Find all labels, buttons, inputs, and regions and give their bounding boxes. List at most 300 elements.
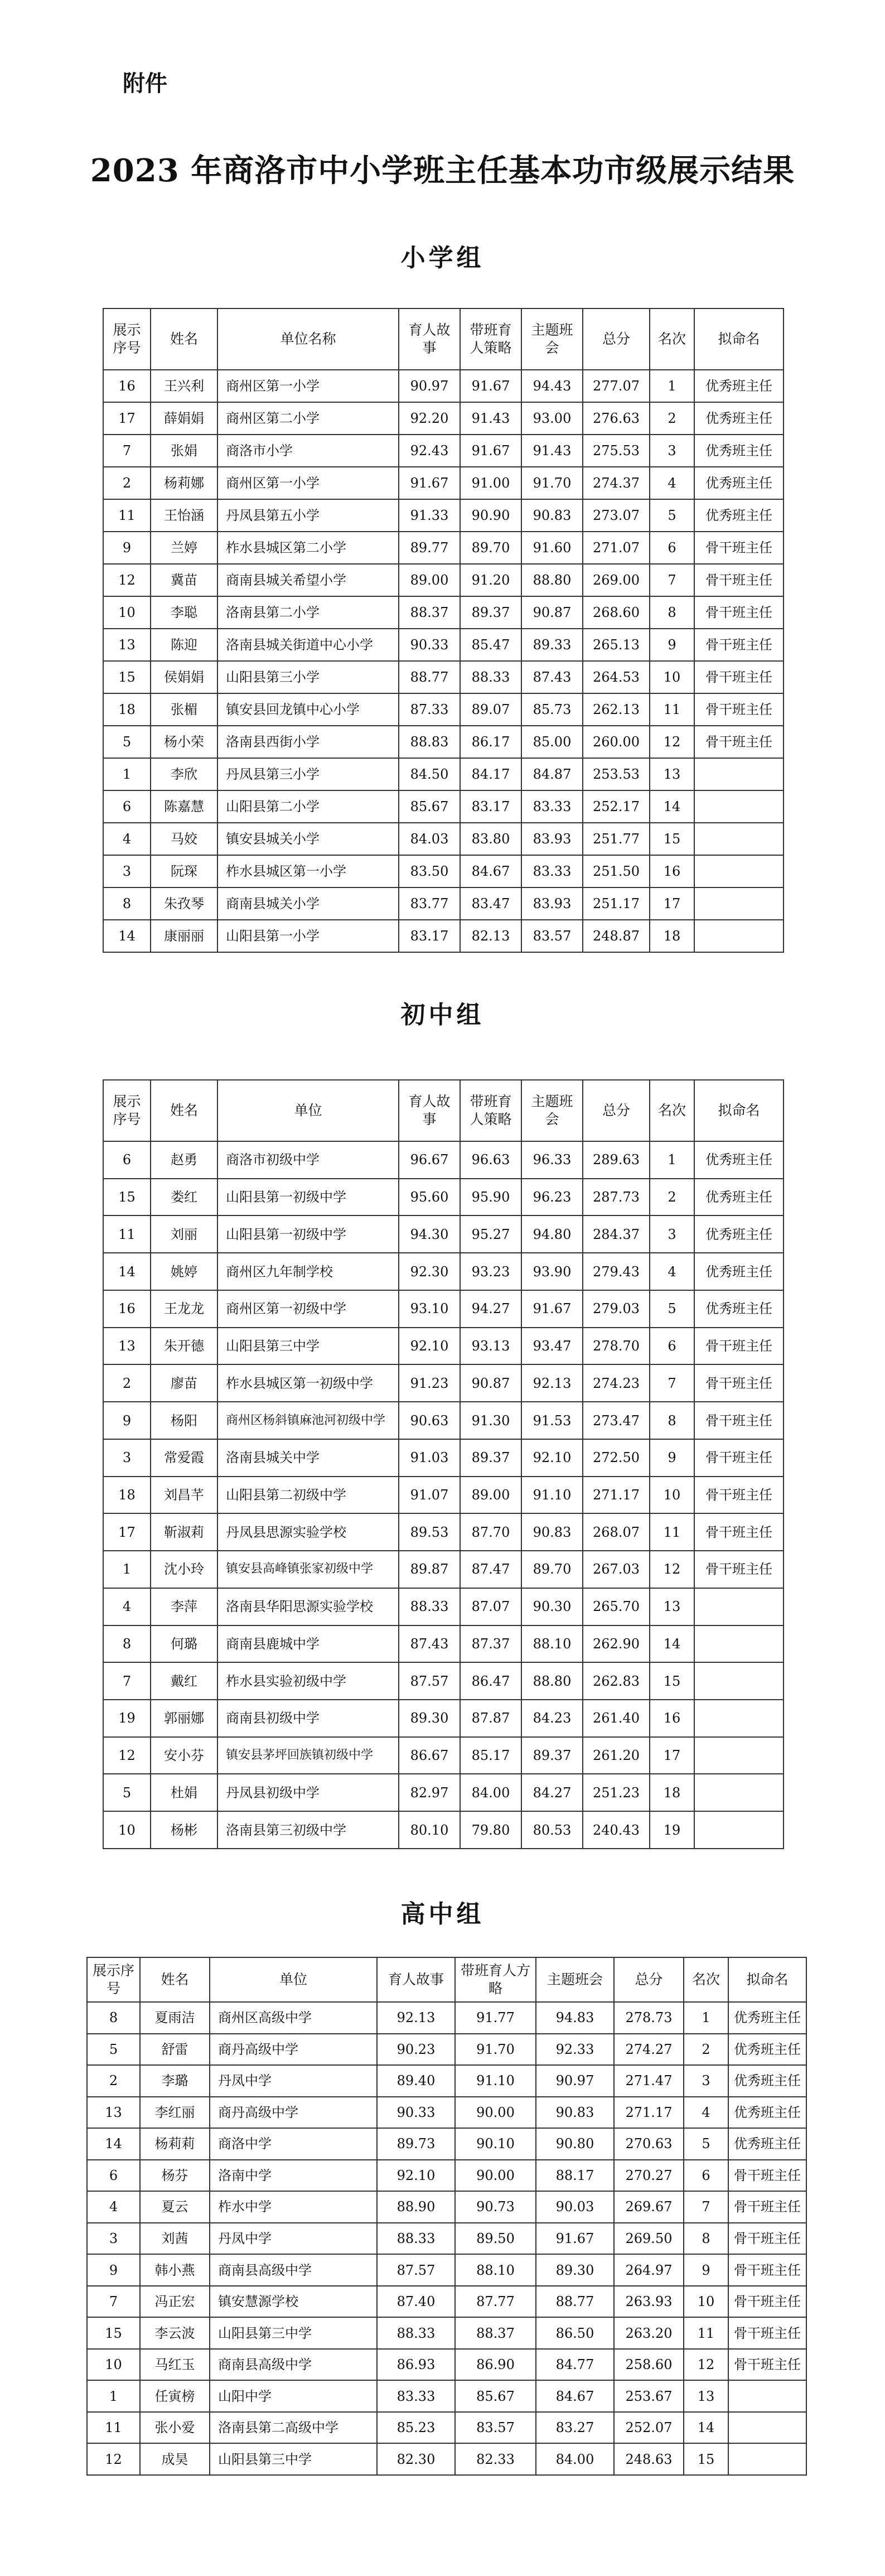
cell-designation: 骨干班主任 <box>728 2254 806 2286</box>
table-row <box>87 2065 806 2097</box>
cell-meeting: 94.83 <box>536 2002 614 2034</box>
group-title-junior: 初中组 <box>400 1001 485 1029</box>
cell-meeting: 92.10 <box>521 1439 583 1477</box>
cell-story: 83.77 <box>399 887 460 920</box>
cell-total: 267.03 <box>583 1551 650 1588</box>
header-seq: 展示序号 <box>103 1080 151 1141</box>
cell-strategy: 86.90 <box>455 2349 536 2381</box>
cell-meeting: 86.50 <box>536 2317 614 2349</box>
cell-rank: 11 <box>650 693 694 726</box>
cell-seq: 7 <box>103 435 151 467</box>
cell-total: 279.03 <box>583 1290 650 1328</box>
cell-story: 89.30 <box>399 1700 460 1737</box>
cell-story: 85.23 <box>377 2412 455 2444</box>
cell-unit: 商州区高级中学 <box>210 2002 377 2034</box>
cell-rank: 15 <box>650 1662 694 1700</box>
cell-rank: 11 <box>650 1513 694 1551</box>
cell-total: 263.20 <box>614 2317 684 2349</box>
cell-meeting: 83.33 <box>521 855 583 887</box>
cell-designation <box>694 790 784 823</box>
cell-strategy: 90.87 <box>460 1364 521 1402</box>
cell-rank: 4 <box>650 1253 694 1290</box>
cell-meeting: 89.37 <box>521 1737 583 1774</box>
cell-name: 赵勇 <box>151 1141 217 1179</box>
cell-story: 89.77 <box>399 532 460 564</box>
cell-seq: 5 <box>103 726 151 758</box>
cell-story: 83.33 <box>377 2380 455 2412</box>
cell-name: 李欣 <box>151 758 217 790</box>
cell-unit: 洛南中学 <box>210 2160 377 2192</box>
cell-designation: 骨干班主任 <box>694 1402 784 1439</box>
cell-story: 88.37 <box>399 596 460 629</box>
cell-story: 88.33 <box>377 2223 455 2255</box>
cell-strategy: 91.77 <box>455 2002 536 2034</box>
cell-meeting: 90.03 <box>536 2191 614 2223</box>
cell-designation <box>694 1737 784 1774</box>
table-row <box>103 1364 784 1402</box>
cell-name: 张小爱 <box>140 2412 210 2444</box>
cell-story: 83.50 <box>399 855 460 887</box>
cell-seq: 16 <box>103 1290 151 1328</box>
cell-story: 90.97 <box>399 370 460 402</box>
header-name: 姓名 <box>151 1080 217 1141</box>
table-row <box>103 1141 784 1179</box>
cell-strategy: 88.33 <box>460 661 521 693</box>
cell-seq: 10 <box>87 2349 140 2381</box>
cell-designation: 优秀班主任 <box>694 1179 784 1216</box>
cell-meeting: 93.00 <box>521 402 583 435</box>
cell-seq: 6 <box>87 2160 140 2192</box>
cell-story: 87.40 <box>377 2286 455 2318</box>
cell-unit: 山阳县第三中学 <box>210 2317 377 2349</box>
cell-strategy: 85.47 <box>460 629 521 661</box>
cell-designation: 优秀班主任 <box>694 499 784 532</box>
cell-unit: 柞水县城区第一初级中学 <box>217 1364 399 1402</box>
cell-total: 251.17 <box>583 887 650 920</box>
cell-seq: 3 <box>103 855 151 887</box>
cell-unit: 商丹高级中学 <box>210 2034 377 2066</box>
table-row <box>87 2223 806 2255</box>
cell-story: 82.30 <box>377 2443 455 2475</box>
cell-name: 王龙龙 <box>151 1290 217 1328</box>
table-row <box>103 1402 784 1439</box>
cell-strategy: 84.00 <box>460 1774 521 1811</box>
cell-strategy: 91.20 <box>460 564 521 596</box>
cell-total: 263.93 <box>614 2286 684 2318</box>
cell-designation: 骨干班主任 <box>694 532 784 564</box>
cell-seq: 15 <box>87 2317 140 2349</box>
cell-name: 冯正宏 <box>140 2286 210 2318</box>
table-row <box>103 1513 784 1551</box>
table-row <box>103 758 784 790</box>
cell-strategy: 85.67 <box>455 2380 536 2412</box>
cell-strategy: 83.47 <box>460 887 521 920</box>
cell-meeting: 83.57 <box>521 920 583 952</box>
cell-unit: 丹凤中学 <box>210 2065 377 2097</box>
cell-rank: 5 <box>650 1290 694 1328</box>
table-row <box>103 499 784 532</box>
cell-name: 杨小荣 <box>151 726 217 758</box>
header-unit: 单位 <box>217 1080 399 1141</box>
cell-seq: 14 <box>103 1253 151 1290</box>
cell-seq: 12 <box>103 1737 151 1774</box>
cell-unit: 商州区第二小学 <box>217 402 399 435</box>
cell-rank: 6 <box>650 532 694 564</box>
cell-strategy: 95.90 <box>460 1179 521 1216</box>
cell-meeting: 93.47 <box>521 1328 583 1365</box>
cell-total: 265.13 <box>583 629 650 661</box>
cell-story: 91.67 <box>399 467 460 499</box>
cell-meeting: 88.80 <box>521 564 583 596</box>
table-row <box>103 532 784 564</box>
cell-designation: 优秀班主任 <box>694 435 784 467</box>
cell-seq: 1 <box>87 2380 140 2412</box>
header-name: 姓名 <box>151 308 217 370</box>
cell-meeting: 83.93 <box>521 887 583 920</box>
cell-designation: 骨干班主任 <box>694 693 784 726</box>
cell-strategy: 89.07 <box>460 693 521 726</box>
cell-unit: 丹凤县第五小学 <box>217 499 399 532</box>
cell-name: 李红丽 <box>140 2097 210 2129</box>
cell-story: 90.23 <box>377 2034 455 2066</box>
cell-total: 277.07 <box>583 370 650 402</box>
table-row <box>103 596 784 629</box>
cell-total: 252.07 <box>614 2412 684 2444</box>
cell-designation <box>694 887 784 920</box>
cell-story: 89.87 <box>399 1551 460 1588</box>
cell-name: 刘丽 <box>151 1215 217 1253</box>
cell-story: 88.90 <box>377 2191 455 2223</box>
cell-designation: 骨干班主任 <box>694 1439 784 1477</box>
table-header-row <box>103 1080 784 1141</box>
cell-rank: 16 <box>650 1700 694 1737</box>
cell-meeting: 88.10 <box>521 1625 583 1663</box>
cell-unit: 商州区第一小学 <box>217 467 399 499</box>
cell-story: 89.00 <box>399 564 460 596</box>
cell-designation <box>694 1774 784 1811</box>
cell-unit: 山阳县第二初级中学 <box>217 1477 399 1514</box>
cell-seq: 8 <box>87 2002 140 2034</box>
cell-seq: 18 <box>103 1477 151 1514</box>
cell-strategy: 91.30 <box>460 1402 521 1439</box>
cell-strategy: 89.00 <box>460 1477 521 1514</box>
cell-name: 康丽丽 <box>151 920 217 952</box>
cell-unit: 山阳县第一小学 <box>217 920 399 952</box>
cell-rank: 2 <box>650 1179 694 1216</box>
cell-name: 杨彬 <box>151 1811 217 1849</box>
cell-strategy: 87.87 <box>460 1700 521 1737</box>
header-unit: 单位 <box>210 1957 377 2002</box>
cell-total: 271.47 <box>614 2065 684 2097</box>
cell-strategy: 88.37 <box>455 2317 536 2349</box>
table-row <box>103 1551 784 1588</box>
cell-rank: 7 <box>650 564 694 596</box>
cell-designation: 优秀班主任 <box>728 2065 806 2097</box>
cell-meeting: 91.60 <box>521 532 583 564</box>
cell-unit: 山阳县第三中学 <box>210 2443 377 2475</box>
cell-meeting: 89.33 <box>521 629 583 661</box>
cell-rank: 17 <box>650 887 694 920</box>
table-row <box>87 2128 806 2160</box>
table-row <box>87 2317 806 2349</box>
cell-designation: 骨干班主任 <box>694 1477 784 1514</box>
header-strategy: 带班育人策略 <box>460 308 521 370</box>
cell-strategy: 83.57 <box>455 2412 536 2444</box>
cell-designation: 骨干班主任 <box>728 2191 806 2223</box>
cell-story: 90.33 <box>377 2097 455 2129</box>
cell-story: 85.67 <box>399 790 460 823</box>
cell-seq: 17 <box>103 1513 151 1551</box>
header-meeting: 主题班会 <box>521 308 583 370</box>
table-row <box>103 1662 784 1700</box>
cell-unit: 丹凤县初级中学 <box>217 1774 399 1811</box>
cell-meeting: 89.30 <box>536 2254 614 2286</box>
cell-designation: 优秀班主任 <box>728 2128 806 2160</box>
cell-story: 89.40 <box>377 2065 455 2097</box>
cell-total: 269.67 <box>614 2191 684 2223</box>
cell-unit: 洛南县华阳思源实验学校 <box>217 1588 399 1625</box>
cell-unit: 山阳中学 <box>210 2380 377 2412</box>
cell-seq: 13 <box>87 2097 140 2129</box>
cell-strategy: 87.70 <box>460 1513 521 1551</box>
header-designation: 拟命名 <box>728 1957 806 2002</box>
cell-story: 87.57 <box>399 1662 460 1700</box>
cell-total: 270.63 <box>614 2128 684 2160</box>
cell-meeting: 84.23 <box>521 1700 583 1737</box>
cell-unit: 柞水县实验初级中学 <box>217 1662 399 1700</box>
cell-story: 84.03 <box>399 823 460 855</box>
cell-rank: 6 <box>650 1328 694 1365</box>
cell-seq: 19 <box>103 1700 151 1737</box>
cell-designation: 优秀班主任 <box>728 2034 806 2066</box>
cell-meeting: 84.67 <box>536 2380 614 2412</box>
cell-seq: 4 <box>103 1588 151 1625</box>
cell-total: 278.73 <box>614 2002 684 2034</box>
cell-rank: 18 <box>650 1774 694 1811</box>
cell-story: 82.97 <box>399 1774 460 1811</box>
cell-total: 251.50 <box>583 855 650 887</box>
cell-seq: 11 <box>103 499 151 532</box>
table-row <box>87 2412 806 2444</box>
table-row <box>103 823 784 855</box>
cell-name: 李聪 <box>151 596 217 629</box>
table-row <box>103 1215 784 1253</box>
cell-rank: 3 <box>650 1215 694 1253</box>
cell-total: 252.17 <box>583 790 650 823</box>
cell-total: 275.53 <box>583 435 650 467</box>
header-meeting: 主题班会 <box>536 1957 614 2002</box>
cell-designation: 骨干班主任 <box>694 596 784 629</box>
cell-seq: 17 <box>103 402 151 435</box>
cell-meeting: 84.27 <box>521 1774 583 1811</box>
cell-total: 284.37 <box>583 1215 650 1253</box>
cell-strategy: 93.13 <box>460 1328 521 1365</box>
cell-designation: 优秀班主任 <box>694 1141 784 1179</box>
cell-designation: 优秀班主任 <box>728 2097 806 2129</box>
cell-story: 92.13 <box>377 2002 455 2034</box>
cell-name: 马姣 <box>151 823 217 855</box>
cell-story: 87.43 <box>399 1625 460 1663</box>
cell-seq: 18 <box>103 693 151 726</box>
cell-total: 262.90 <box>583 1625 650 1663</box>
cell-rank: 10 <box>650 661 694 693</box>
table-row <box>87 2286 806 2318</box>
cell-strategy: 86.17 <box>460 726 521 758</box>
table-row <box>103 726 784 758</box>
cell-total: 269.00 <box>583 564 650 596</box>
cell-rank: 13 <box>650 1588 694 1625</box>
cell-strategy: 89.37 <box>460 1439 521 1477</box>
table-row <box>103 1179 784 1216</box>
cell-unit: 镇安慧源学校 <box>210 2286 377 2318</box>
cell-strategy: 90.73 <box>455 2191 536 2223</box>
table-row <box>87 2002 806 2034</box>
cell-unit: 商南县城关希望小学 <box>217 564 399 596</box>
attachment-label: 附件 <box>123 71 167 97</box>
cell-meeting: 88.80 <box>521 1662 583 1700</box>
cell-total: 287.73 <box>583 1179 650 1216</box>
cell-story: 88.83 <box>399 726 460 758</box>
header-strategy: 带班育人方略 <box>455 1957 536 2002</box>
cell-designation <box>728 2412 806 2444</box>
cell-seq: 3 <box>87 2223 140 2255</box>
cell-unit: 镇安县回龙镇中心小学 <box>217 693 399 726</box>
cell-rank: 9 <box>684 2254 728 2286</box>
cell-name: 兰婷 <box>151 532 217 564</box>
cell-unit: 柞水中学 <box>210 2191 377 2223</box>
cell-unit: 商州区杨斜镇麻池河初级中学 <box>217 1402 399 1439</box>
header-seq: 展示序号 <box>87 1957 140 2002</box>
cell-name: 薛娟娟 <box>151 402 217 435</box>
cell-name: 刘昌芊 <box>151 1477 217 1514</box>
cell-story: 88.33 <box>399 1588 460 1625</box>
cell-meeting: 91.53 <box>521 1402 583 1439</box>
cell-seq: 13 <box>103 629 151 661</box>
cell-story: 92.10 <box>399 1328 460 1365</box>
cell-total: 278.70 <box>583 1328 650 1365</box>
cell-strategy: 87.77 <box>455 2286 536 2318</box>
cell-seq: 16 <box>103 370 151 402</box>
cell-rank: 13 <box>650 758 694 790</box>
cell-unit: 商洛市初级中学 <box>217 1141 399 1179</box>
cell-story: 87.57 <box>377 2254 455 2286</box>
cell-seq: 15 <box>103 661 151 693</box>
cell-name: 夏雨洁 <box>140 2002 210 2034</box>
cell-meeting: 83.33 <box>521 790 583 823</box>
cell-story: 86.67 <box>399 1737 460 1774</box>
cell-rank: 15 <box>650 823 694 855</box>
table-row <box>103 629 784 661</box>
cell-designation: 骨干班主任 <box>694 629 784 661</box>
cell-story: 90.63 <box>399 1402 460 1439</box>
cell-story: 91.07 <box>399 1477 460 1514</box>
cell-meeting: 96.33 <box>521 1141 583 1179</box>
cell-rank: 9 <box>650 1439 694 1477</box>
cell-unit: 商州区第一小学 <box>217 370 399 402</box>
cell-total: 273.47 <box>583 1402 650 1439</box>
cell-story: 92.30 <box>399 1253 460 1290</box>
cell-meeting: 91.70 <box>521 467 583 499</box>
header-total: 总分 <box>583 308 650 370</box>
cell-name: 成昊 <box>140 2443 210 2475</box>
cell-total: 264.97 <box>614 2254 684 2286</box>
cell-unit: 商南县初级中学 <box>217 1700 399 1737</box>
cell-name: 杜娟 <box>151 1774 217 1811</box>
cell-name: 杨芬 <box>140 2160 210 2192</box>
group-title-senior: 高中组 <box>400 1900 485 1928</box>
cell-meeting: 90.83 <box>521 499 583 532</box>
cell-name: 杨阳 <box>151 1402 217 1439</box>
cell-name: 娄红 <box>151 1179 217 1216</box>
table-row <box>103 1700 784 1737</box>
cell-strategy: 91.00 <box>460 467 521 499</box>
cell-rank: 6 <box>684 2160 728 2192</box>
header-total: 总分 <box>583 1080 650 1141</box>
cell-seq: 5 <box>87 2034 140 2066</box>
cell-name: 李云波 <box>140 2317 210 2349</box>
header-story: 育人故事 <box>399 1080 460 1141</box>
cell-seq: 12 <box>103 564 151 596</box>
cell-total: 274.37 <box>583 467 650 499</box>
cell-name: 安小芬 <box>151 1737 217 1774</box>
cell-total: 274.27 <box>614 2034 684 2066</box>
table-row <box>87 2097 806 2129</box>
cell-unit: 洛南县第二高级中学 <box>210 2412 377 2444</box>
table-row <box>103 1588 784 1625</box>
cell-strategy: 85.17 <box>460 1737 521 1774</box>
cell-meeting: 92.13 <box>521 1364 583 1402</box>
cell-meeting: 91.43 <box>521 435 583 467</box>
cell-total: 261.20 <box>583 1737 650 1774</box>
cell-unit: 商南县城关小学 <box>217 887 399 920</box>
table-row <box>87 2254 806 2286</box>
cell-name: 李萍 <box>151 1588 217 1625</box>
cell-seq: 1 <box>103 1551 151 1588</box>
cell-rank: 2 <box>684 2034 728 2066</box>
cell-unit: 商南县高级中学 <box>210 2349 377 2381</box>
cell-unit: 山阳县第一初级中学 <box>217 1179 399 1216</box>
cell-meeting: 94.43 <box>521 370 583 402</box>
table-row <box>103 402 784 435</box>
cell-designation <box>694 1811 784 1849</box>
cell-rank: 11 <box>684 2317 728 2349</box>
cell-unit: 洛南县城关中学 <box>217 1439 399 1477</box>
cell-meeting: 93.90 <box>521 1253 583 1290</box>
cell-name: 马红玉 <box>140 2349 210 2381</box>
cell-unit: 山阳县第三小学 <box>217 661 399 693</box>
cell-seq: 9 <box>103 1402 151 1439</box>
table-row <box>103 1737 784 1774</box>
cell-strategy: 91.67 <box>460 370 521 402</box>
cell-name: 韩小燕 <box>140 2254 210 2286</box>
cell-unit: 商州区九年制学校 <box>217 1253 399 1290</box>
cell-meeting: 94.80 <box>521 1215 583 1253</box>
cell-rank: 12 <box>650 1551 694 1588</box>
cell-name: 戴红 <box>151 1662 217 1700</box>
cell-strategy: 87.47 <box>460 1551 521 1588</box>
cell-strategy: 91.67 <box>460 435 521 467</box>
cell-designation: 优秀班主任 <box>694 370 784 402</box>
table-row <box>103 370 784 402</box>
cell-meeting: 83.27 <box>536 2412 614 2444</box>
cell-strategy: 90.00 <box>455 2097 536 2129</box>
cell-seq: 8 <box>103 887 151 920</box>
cell-rank: 1 <box>650 370 694 402</box>
cell-total: 251.23 <box>583 1774 650 1811</box>
cell-total: 260.00 <box>583 726 650 758</box>
cell-seq: 14 <box>103 920 151 952</box>
cell-unit: 山阳县第二小学 <box>217 790 399 823</box>
